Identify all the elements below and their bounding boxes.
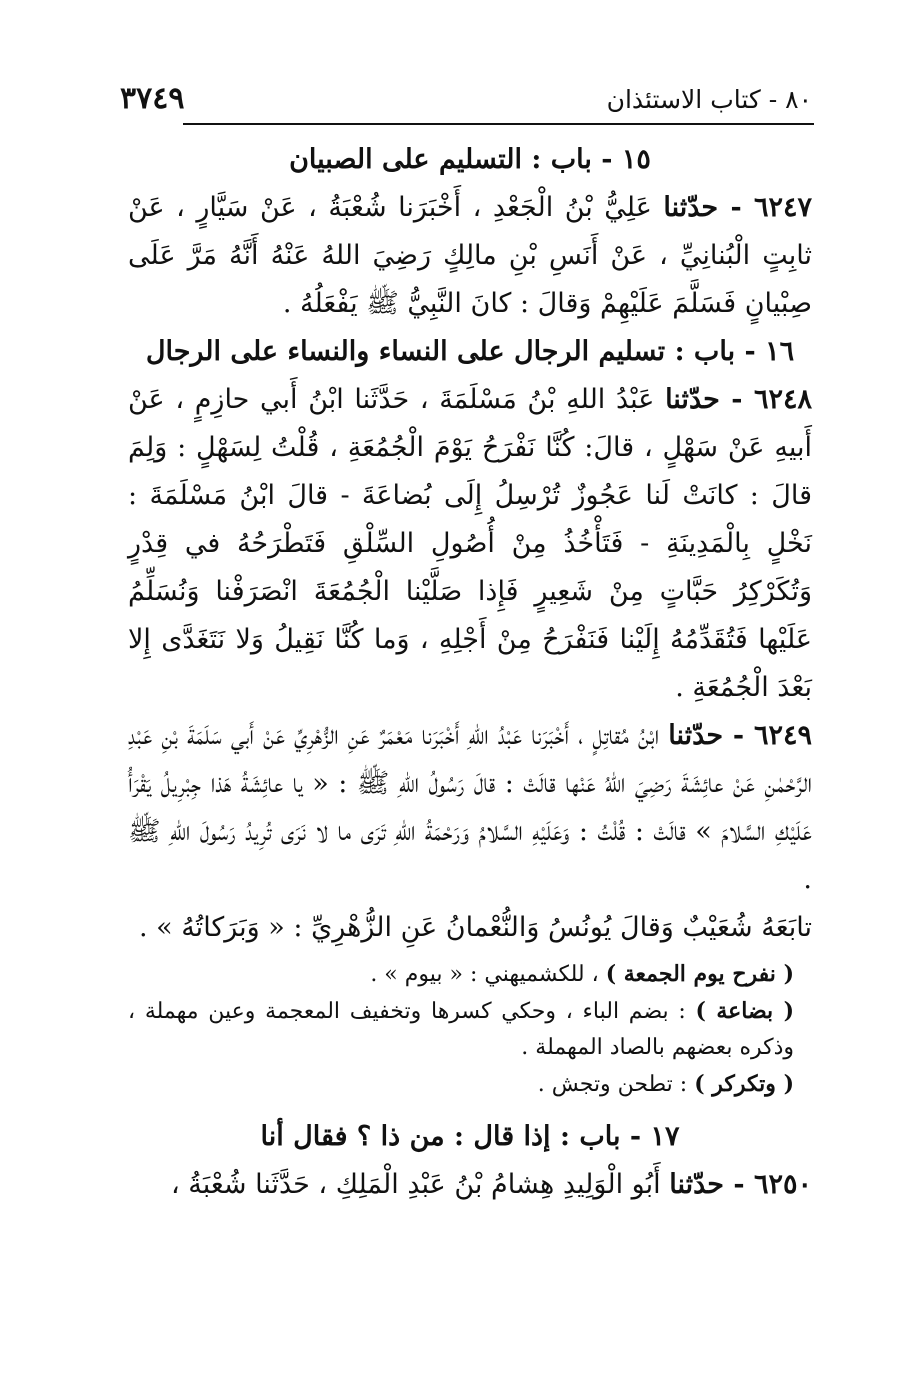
page-number: ٣٧٤٩ [120,81,185,116]
page-content [128,136,812,1321]
hadith-6248 [128,376,812,712]
hadith-6250 [128,1161,812,1209]
hadith-number: ٦٢٤٨ - حدّثنا [665,384,812,415]
hadith-number: ٦٢٤٩ - حدّثنا [668,720,812,751]
section-title-17: ١٧ - باب : إذا قال : من ذا ؟ فقال أنا [260,1121,680,1152]
footnote-term: ( وتكركر ) [694,1071,794,1097]
footnote-1 [128,956,812,993]
hadith-6249 [128,712,812,904]
header-rule [183,123,814,125]
footnote-3 [128,1066,812,1103]
footnote-text: ، للكشميهني : « بيوم » . [370,962,599,987]
footnote-2 [128,993,812,1066]
running-header [120,72,812,122]
hadith-follow-up: تابَعَهُ شُعَيْبٌ وَقالَ يُونُسُ وَالنُّعْمانُ عَنِ الزُّهْرِيِّ : « وَبَرَكاتُهُ » . [138,912,812,943]
hadith-text: أَبُو الْوَلِيدِ هِشامُ بْنُ عَبْدِ الْمَلِكِ ، حَدَّثَنا شُعْبَةُ ، [170,1169,661,1200]
footnote-term: ( نفرح يوم الجمعة ) [605,961,794,987]
footnote-text: : تطحن وتجش . [537,1072,688,1097]
hadith-number: ٦٢٤٧ - حدّثنا [663,192,812,223]
section-title-16: ١٦ - باب : تسليم الرجال على النساء والنساء على الرجال [145,336,795,367]
hadith-text: عَبْدُ اللهِ بْنُ مَسْلَمَةَ ، حَدَّثَنا ابْنُ أَبي حازِمٍ ، عَنْ أَبيهِ عَنْ سَهْلٍ ، قالَ: كُنَّا نَفْرَحُ يَوْمَ الْجُمُعَةِ ، قُلْتُ لِسَهْلٍ : وَلِمَ قالَ : كانَتْ لَنا عَجُوزٌ تُرْسِلُ إِلَى بُضاعَةَ - قالَ ابْنُ مَسْلَمَةَ : نَخْلٍ بِالْمَدِينَةِ - فَتَأْخُذُ مِنْ أُصُولِ السِّلْقِ فَتَطْرَحُهُ في قِدْرٍ وَتُكَرْكِرُ حَبَّاتٍ مِنْ شَعِيرٍ فَإِذا صَلَّيْنا الْجُمُعَةَ انْصَرَفْنا وَنُسَلِّمُ عَلَيْها فَتُقَدِّمُهُ إِلَيْنا فَنَفْرَحُ مِنْ أَجْلِهِ ، وَما كُنَّا نَقِيلُ وَلا نَتَغَدَّى إِلا بَعْدَ الْجُمُعَةِ . [128,384,812,703]
section-title-15: ١٥ - باب : التسليم على الصبيان [289,144,651,175]
footnote-term: ( بضاعة ) [695,998,794,1024]
chapter-header-title: ٨٠ - كتاب الاستئذان [606,85,812,114]
hadith-6247 [128,184,812,328]
hadith-number: ٦٢٥٠ - حدّثنا [669,1169,812,1200]
footnote-text: : بضم الباء ، وحكي كسرها وتخفيف المعجمة وعين مهملة ، وذكره بعضهم بالصاد المهملة . [128,999,794,1060]
hadith-text: عَلِيُّ بْنُ الْجَعْدِ ، أَخْبَرَنا شُعْبَةُ ، عَنْ سَيَّارٍ ، عَنْ ثابِتٍ الْبُنانِيِّ ، عَنْ أَنَسِ بْنِ مالِكٍ رَضِيَ اللهُ عَنْهُ أَنَّهُ مَرَّ عَلَى صِبْيانٍ فَسَلَّمَ عَلَيْهِمْ وَقالَ : كانَ النَّبِيُّ ﷺ يَفْعَلُهُ . [128,192,812,319]
hadith-text: ابْنُ مُقاتِلٍ ، أَخْبَرَنا عَبْدُ اللهِ أَخْبَرَنا مَعْمَرٌ عَنِ الزُّهْرِيِّ عَنْ أَبي سَلَمَةَ بْنِ عَبْدِ الرَّحْمٰنِ عَنْ عائِشَةَ رَضِيَ اللهُ عَنْها قالَتْ : قالَ رَسُولُ اللهِ ﷺ : « يا عائِشَةُ هَذا جِبْرِيلُ يَقْرَأُ عَلَيْكِ السَّلامَ » قالَتْ : قُلْتُ : وَعَلَيْهِ السَّلامُ وَرَحْمَةُ اللهِ تَرَى ما لا نَرَى تُرِيدُ رَسُولَ اللهِ ﷺ . [128,720,812,895]
